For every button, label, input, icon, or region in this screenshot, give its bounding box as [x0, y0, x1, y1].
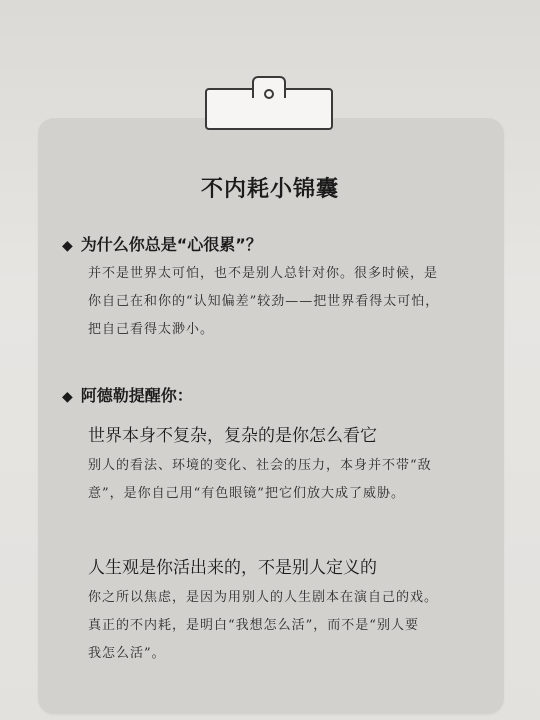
diamond-bullet-icon: ◆: [62, 389, 73, 405]
point1-line: 意”，是你自己用“有色眼镜”把它们放大成了威胁。: [88, 486, 405, 501]
point2-line: 我怎么活”。: [88, 646, 166, 661]
point2-line: 你之所以焦虑，是因为用别人的人生剧本在演自己的戏。: [88, 590, 439, 605]
section2-heading: [62, 383, 193, 406]
point1-paragraph: [88, 452, 508, 508]
section1-heading: [62, 232, 262, 255]
section1-line: 并不是世界太可怕，也不是别人总针对你。很多时候，是: [88, 266, 439, 281]
card-title: 不内耗小锦囊: [200, 177, 339, 202]
point1-title: 世界本身不复杂，复杂的是你怎么看它: [88, 426, 377, 446]
point2-paragraph: [88, 584, 508, 668]
point1-line: 别人的看法、环境的变化、社会的压力，本身并不带“敌: [88, 458, 432, 473]
point2-line: 真正的不内耗，是明白“我想怎么活”，而不是“别人要: [88, 618, 419, 633]
section1-heading-text: 为什么你总是“心很累”？: [80, 235, 262, 254]
section2-heading-text: 阿德勒提醒你：: [80, 386, 193, 405]
diamond-bullet-icon: ◆: [62, 238, 73, 254]
section1-paragraph: [88, 260, 508, 344]
clip-hole: [264, 89, 274, 99]
section1-line: 你自己在和你的“认知偏差”较劲——把世界看得太可怕，: [88, 294, 440, 309]
point2-title: 人生观是你活出来的，不是别人定义的: [88, 558, 377, 578]
section1-line: 把自己看得太渺小。: [88, 322, 215, 337]
